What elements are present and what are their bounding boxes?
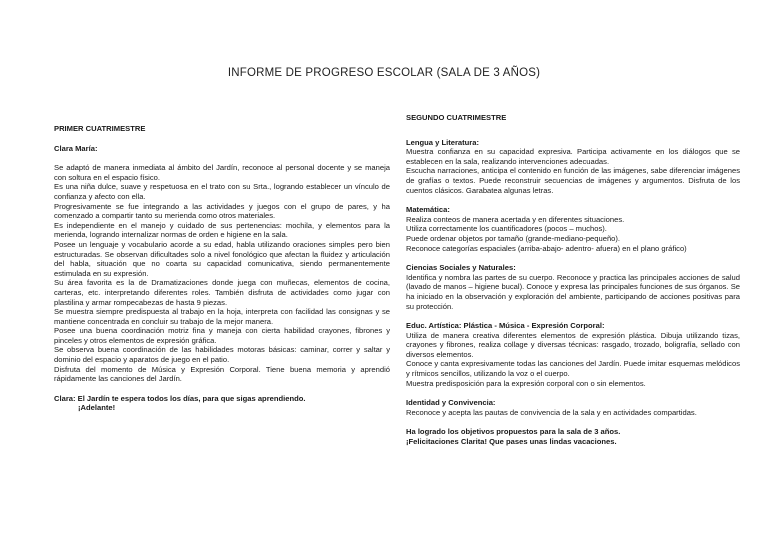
area-line: Puede ordenar objetos por tamaño (grande-mediano-pequeño). [406, 233, 621, 243]
second-term-heading: SEGUNDO CUATRIMESTRE [406, 113, 507, 122]
area-heading-matematica: Matemática: [406, 205, 450, 215]
closing-line: Clara: El Jardín te espera todos los días, para que sigas aprendiendo. [54, 393, 306, 403]
area-line: Utiliza correctamente los cuantificadores (pocos – muchos). [406, 224, 607, 234]
area-line: Conoce y canta expresivamente todas las canciones del Jardín. Puede imitar esquemas melódicos y rítmicos sencillos, utilizando la voz o el cuerpo. [406, 359, 740, 379]
area-line: Muestra predisposición para la expresión corporal con o sin elementos. [406, 378, 646, 388]
area-heading-artistica: Educ. Artística: Plástica - Música - Expresión Corporal: [406, 321, 605, 331]
first-term-heading: PRIMER CUATRIMESTRE [54, 124, 146, 133]
paragraph: Posee un lenguaje y vocabulario acorde a su edad, habla utilizando oraciones simples pero bien estructuradas. Se observan dificultades solo a nivel fonológico que afectan la fluidez y articulación del habla, situación que no coarta su capacidad comunicativa, siendo permanentemente estimulada en su expresión. [54, 239, 390, 278]
paragraph: Es independiente en el manejo y cuidado de sus pertenencias: mochila, y elementos para la merienda, logrando internalizar normas de orden e higiene en la sala. [54, 220, 390, 240]
area-line: Identifica y nombra las partes de su cuerpo. Reconoce y practica las principales acciones de salud (lavado de manos – higiene bucal). Conoce y expresa las principales funciones de sus órganos. Se ha iniciado en la observación y exploración del ambiente, participando de acciones positivas para su protección. [406, 272, 740, 311]
paragraph: Posee una buena coordinación motriz fina y maneja con cierta habilidad crayones, fibrones y pinceles y otros elementos de expresión gráfica. [54, 326, 390, 345]
second-term-column [406, 113, 740, 447]
area-line: Reconoce y acepta las pautas de convivencia de la sala y en actividades compartidas. [406, 407, 697, 417]
paragraph: Se observa buena coordinación de las habilidades motoras básicas: caminar, correr y saltar y dominio del espacio y aparatos de juego en el patio. [54, 345, 390, 365]
student-name: Clara María: [54, 143, 98, 153]
closing-cheer: ¡Adelante! [78, 403, 116, 413]
area-line: Realiza conteos de manera acertada y en diferentes situaciones. [406, 214, 625, 224]
closing-line: Ha logrado los objetivos propuestos para la sala de 3 años. [406, 427, 621, 437]
area-heading-ciencias: Ciencias Sociales y Naturales: [406, 263, 516, 273]
closing-cheer: ¡Felicitaciones Clarita! Que pases unas lindas vacaciones. [406, 437, 617, 447]
area-line: Muestra confianza en su capacidad expresiva. Participa activamente en los diálogos que se establecen en la sala, realizando intervenciones adecuadas. [406, 147, 740, 166]
paragraph: Su área favorita es la de Dramatizaciones donde juega con muñecas, elementos de cocina, carteras, etc. interpretando diferentes roles. También disfruta de actividades como jugar con plastilina y armar rompecabezas de hasta 9 piezas. [54, 278, 390, 307]
area-line: Reconoce categorías espaciales (arriba-abajo- adentro- afuera) en el plano gráfico) [406, 243, 687, 253]
area-heading-lengua: Lengua y Literatura: [406, 137, 479, 147]
area-line: Escucha narraciones, anticipa el contenido en función de las imágenes, sabe diferenciar imágenes de grafías o textos. Puede reconstruir secuencias de imágenes y argumentos. Disfruta de los cuentos clásicos. Garabatea algunas letras. [406, 166, 740, 195]
report-title: INFORME DE PROGRESO ESCOLAR (SALA DE 3 AÑOS) [227, 67, 541, 79]
paragraph: Se adaptó de manera inmediata al ámbito del Jardín, reconoce al personal docente y se maneja con soltura en el espacio físico. [54, 163, 390, 182]
paragraph: Es una niña dulce, suave y respetuosa en el trato con su Srta., logrando establecer un vínculo de confianza y afecto con ella. [54, 182, 390, 201]
paragraph: Disfruta del momento de Música y Expresión Corporal. Tiene buena memoria y aprendió rápidamente las canciones del Jardín. [54, 364, 390, 384]
first-term-column [54, 124, 390, 413]
paragraph: Progresivamente se fue integrando a las actividades y juegos con el grupo de pares, y ha comenzado a compartir tanto su merienda como otros materiales. [54, 201, 390, 221]
paragraph: Se muestra siempre predispuesta al trabajo en la hoja, interpreta con facilidad las consignas y se mantiene concentrada en concluir su trabajo de la mejor manera. [54, 307, 390, 326]
area-line: Utiliza de manera creativa diferentes elementos de expresión plástica. Dibuja utilizando tizas, crayones y fibrones, realiza collage y diversas técnicas: rasgado, trozado, boligrafía, sellado con diversos elementos. [406, 330, 740, 359]
area-heading-identidad: Identidad y Convivencia: [406, 398, 496, 408]
